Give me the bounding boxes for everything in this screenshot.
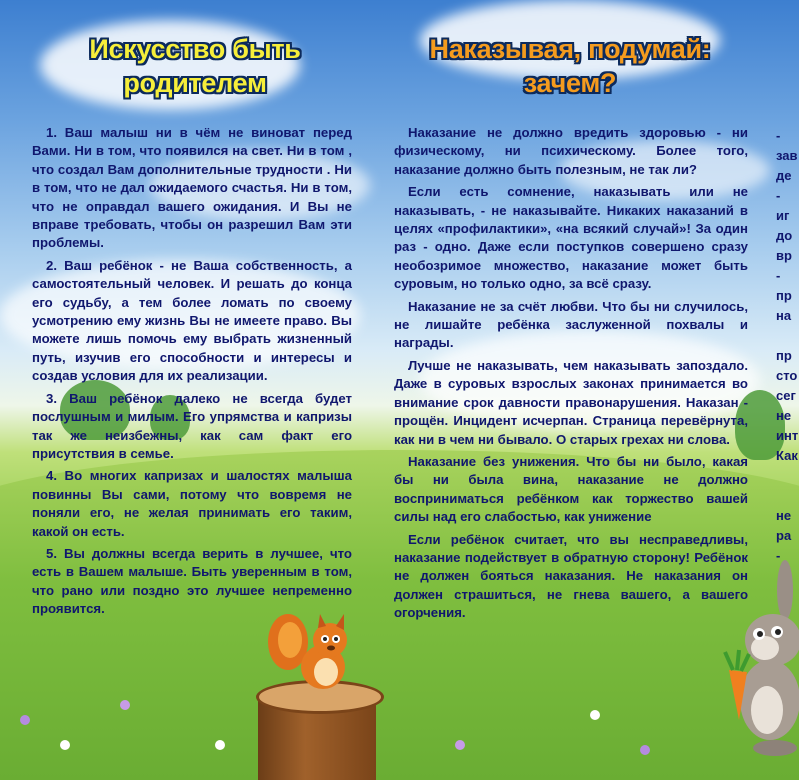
fragment-line: не bbox=[776, 408, 792, 423]
fragment-line: - bbox=[776, 128, 781, 143]
right-paragraph: Наказание без унижения. Что бы ни было, какая бы ни была вина, наказание не должно восприниматься ребёнком как торжество вашей силы над его слабостью, как унижение bbox=[394, 453, 748, 525]
fragment-line: инт bbox=[776, 428, 799, 443]
left-title bbox=[40, 32, 350, 100]
fragment-line bbox=[776, 486, 798, 506]
fragment-line bbox=[776, 326, 798, 346]
right-paragraph: Если ребёнок считает, что вы несправедливы, наказание подействует в обратную сторону! Ребёнок не должен бояться наказания. Не наказания он должен страшиться, не гнева вашего, а вашего огорчения. bbox=[394, 531, 748, 621]
fragment-line: на bbox=[776, 308, 792, 323]
left-column-text bbox=[32, 124, 352, 623]
right-title-line1: Наказывая, подумай: bbox=[429, 34, 711, 64]
flower bbox=[640, 745, 650, 755]
flower bbox=[60, 740, 70, 750]
fragment-line: - bbox=[776, 268, 781, 283]
left-paragraph: 1. Ваш малыш ни в чём не виноват перед Вами. Ни в том, что появился на свет. Ни в том , что создал Вам дополнительные трудности . Ни в том, что не дал ожидаемого счастья. Ни в том, что не оправдал вашего ожидания. И Вы не вправе требовать, чтобы он разрешил Вам эти проблемы. bbox=[32, 125, 352, 251]
bunny-illustration bbox=[715, 560, 799, 760]
fragment-line: зав bbox=[776, 148, 798, 163]
right-paragraph: Наказание не за счёт любви. Что бы ни случилось, не лишайте ребёнка заслуженной похвалы и награды. bbox=[394, 298, 748, 351]
fragment-line: - bbox=[776, 548, 781, 563]
flower bbox=[120, 700, 130, 710]
next-page-fragment bbox=[776, 126, 798, 566]
right-title-line2: зачем? bbox=[523, 68, 617, 98]
left-paragraph: 4. Во многих капризах и шалостях малыша повинны Вы сами, потому что вовремя не поняли его, не желая принимать его таким, какой он есть. bbox=[32, 468, 352, 539]
right-paragraph: Наказание не должно вредить здоровью - ни физическому, ни психическому. Более того, наказание должно быть полезным, не так ли? bbox=[394, 125, 748, 177]
fragment-line: ра bbox=[776, 528, 792, 543]
fragment-line: пр bbox=[776, 348, 792, 363]
flower bbox=[590, 710, 600, 720]
fragment-line: пр bbox=[776, 288, 792, 303]
fragment-line: де bbox=[776, 168, 792, 183]
right-title bbox=[405, 32, 735, 100]
squirrel-illustration bbox=[268, 612, 358, 692]
right-paragraph: Если есть сомнение, наказывать или не наказывать, - не наказывайте. Никаких наказаний в целях «профилактики», «на всякий случай»! За один раз - одно. Даже если поступков совершено сразу необозримое множество, наказание может быть суровым, но только одно, за всё сразу. bbox=[394, 184, 748, 292]
left-title-line1: Искусство быть bbox=[89, 34, 301, 64]
left-title-line2: родителем bbox=[123, 68, 267, 98]
fragment-line: Как bbox=[776, 448, 798, 463]
left-paragraph: 3. Ваш ребёнок далеко не всегда будет послушным и милым. Его упрямства и капризы так же неизбежны, как сам факт его присутствия в семье. bbox=[32, 390, 352, 461]
right-paragraph: Лучше не наказывать, чем наказывать запоздало. Даже в суровых взрослых законах принимается во внимание срок давности правонарушения. Наказан - прощён. Инцидент исчерпан. Страница перевёрнута, как ни в чем ни бывало. О старых грехах ни слова. bbox=[394, 357, 748, 447]
left-paragraph: 5. Вы должны всегда верить в лучшее, что есть в Вашем малыше. Быть уверенным в том, что рано или поздно это лучшее непременно проявится. bbox=[32, 545, 352, 617]
fragment-line: вр bbox=[776, 248, 792, 263]
fragment-line: сег bbox=[776, 388, 796, 403]
fragment-line: не bbox=[776, 508, 792, 523]
right-column-text bbox=[394, 124, 748, 627]
flower bbox=[20, 715, 30, 725]
fragment-line: иг bbox=[776, 208, 790, 223]
flower bbox=[215, 740, 225, 750]
left-paragraph: 2. Ваш ребёнок - не Ваша собственность, а самостоятельный человек. И решать до конца его судьбу, а тем более ломать по своему усмотрению ему жизнь Вы не имеете право. Вы можете лишь помочь ему выбрать жизненный путь, изучив его способности и интересы и создав условия для их реализации. bbox=[32, 257, 352, 384]
fragment-line: сто bbox=[776, 368, 798, 383]
fragment-line bbox=[776, 466, 798, 486]
fragment-line: - bbox=[776, 188, 781, 203]
flower bbox=[455, 740, 465, 750]
fragment-line: до bbox=[776, 228, 793, 243]
